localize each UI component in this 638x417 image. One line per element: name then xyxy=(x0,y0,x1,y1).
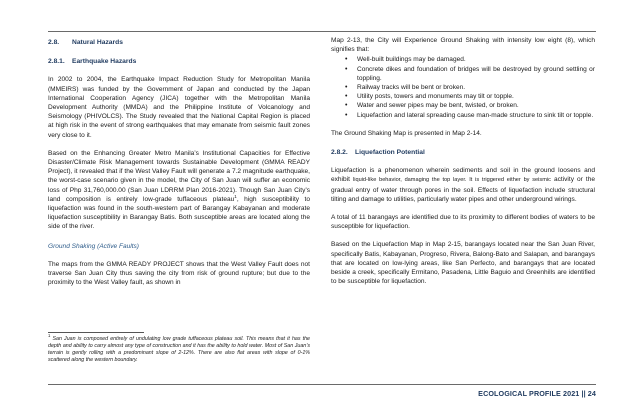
list-item: • Water and sewer pipes may be bent, twisted, or broken. xyxy=(331,101,595,110)
paragraph-gmma-text-a: Based on the Enhancing Greater Metro Manila’s Institutional Capacities for Effective Disaster/Climate Risk Management towards Sustainable Development (GMMA READY Project), it revealed that if the West Valley Fault will generate a 7.2 magnitude earthquake, the worst-case scenario given in the model, the City of San Juan will suffer an economic loss of Php 31,760,000.00 (San Juan LDRRM Plan 2016-2021). Though San Juan City’s land composition is entirely low-grade tuffaceous plateau xyxy=(48,149,310,203)
list-item: • Concrete dikes and foundation of bridges will be destroyed by ground settling or toppling. xyxy=(331,65,595,83)
list-item: • Liquefaction and lateral spreading cause man-made structure to sink tilt or topple. xyxy=(331,111,595,120)
list-item: • Utility posts, towers and monuments may tilt or topple. xyxy=(331,92,595,101)
paragraph-gmma-ready xyxy=(48,149,310,232)
paragraph-gmma-text-b: , high susceptibility to liquefaction was found in the south-western part of Barangay Kabayanan and moderate liquefaction susceptibility in Barangay Batis. Both susceptible areas are located along the side of the river. xyxy=(48,195,310,231)
subsection-heading-earthquake xyxy=(48,57,310,66)
subsection-title: Earthquake Hazards xyxy=(72,58,137,66)
footnote xyxy=(48,333,310,364)
list-item: • Well-built buildings may be damaged. xyxy=(331,55,595,64)
subsection-number: 2.8.2. xyxy=(331,149,348,157)
subsection-number: 2.8.1. xyxy=(48,58,65,66)
paragraph-barangay-total: A total of 11 barangays are identified due to its proximity to different bodies of waters to be susceptible for liquefaction. xyxy=(331,214,595,231)
bottom-divider xyxy=(48,384,596,385)
footnote-ref: 1 xyxy=(234,193,237,199)
footnote-text: San Juan is composed entirely of undulating low grade tuffaceous plateau soil. This means that it has the depth and ability to carry almost any type of construction and it has the ability to hold water. Most of San Juan’s terrain is gently rolling with a predominant slope of 2-12%. There are also flat areas with slope of 0-1% scattered along the western boundary. xyxy=(48,336,310,363)
left-column xyxy=(48,36,310,287)
list-item: • Railway tracks will be bent or broken. xyxy=(331,83,595,92)
paragraph-map-note: The Ground Shaking Map is presented in Map 2-14. xyxy=(331,129,482,137)
paragraph-liquefaction-definition xyxy=(331,166,595,204)
footnote-divider xyxy=(48,332,144,333)
subsection-title: Liquefaction Potential xyxy=(355,149,425,157)
liquefaction-text-a: Liquefaction is a phenomenon wherein sediments and soil in the ground loosens and exhibit xyxy=(331,167,595,184)
subsection-heading-liquefaction xyxy=(331,148,595,157)
section-heading xyxy=(48,38,310,47)
liquefaction-text-small: liquid-like behavior, damaging the top layer. It is triggered either by seismic xyxy=(352,177,551,184)
page-footer: ECOLOGICAL PROFILE 2021 || 24 xyxy=(478,389,596,398)
paragraph-west-valley: The maps from the GMMA READY PROJECT shows that the West Valley Fault does not traverse San Juan City thus saving the city from risk of ground rupture; but due to the proximity to the West Valley fault, as shown in xyxy=(48,260,310,287)
ground-shaking-subheading: Ground Shaking (Active Faults) xyxy=(48,242,139,250)
paragraph-intensity-intro: Map 2-13, the City will Experience Ground Shaking with intensity low eight (8), which signifies that: xyxy=(331,37,595,54)
right-column xyxy=(331,36,595,286)
effects-list xyxy=(331,55,595,119)
top-divider xyxy=(48,31,596,32)
section-title: Natural Hazards xyxy=(72,39,123,46)
section-number: 2.8. xyxy=(48,39,60,46)
footnote-number: 1 xyxy=(48,333,51,339)
paragraph-liquefaction-map: Based on the Liquefaction Map in Map 2-15, barangays located near the San Juan River, specifically Batis, Kabayanan, Progreso, Rivera, Balong-Bato and Salapan, and barangays that are located on low-lying areas, like San Perfecto, and barangays that are located beside a creek, specifically Ermitano, Pasadena, Little Baguio and Greenhills are identified to be susceptible for liquefaction. xyxy=(331,241,595,286)
liquefaction-text-b: activity or the gradual entry of water through pores in the soil. Effects of liquefaction include structural tilting and damage to utilities, particularly water pipes and other underground wirings. xyxy=(331,176,595,203)
paragraph-mmeirs: In 2002 to 2004, the Earthquake Impact Reduction Study for Metropolitan Manila (MMEIRS) was funded by the Government of Japan and conducted by the Japan International Cooperation Agency (JICA) together with the Metropolitan Manila Development Authority (MMDA) and the Philippine Institute of Volcanology and Seismology (PHIVOLCS). The Study revealed that the National Capital Region is placed at high risk in the event of strong earthquakes that may emanate from seismic fault zones very close to it. xyxy=(48,76,310,139)
